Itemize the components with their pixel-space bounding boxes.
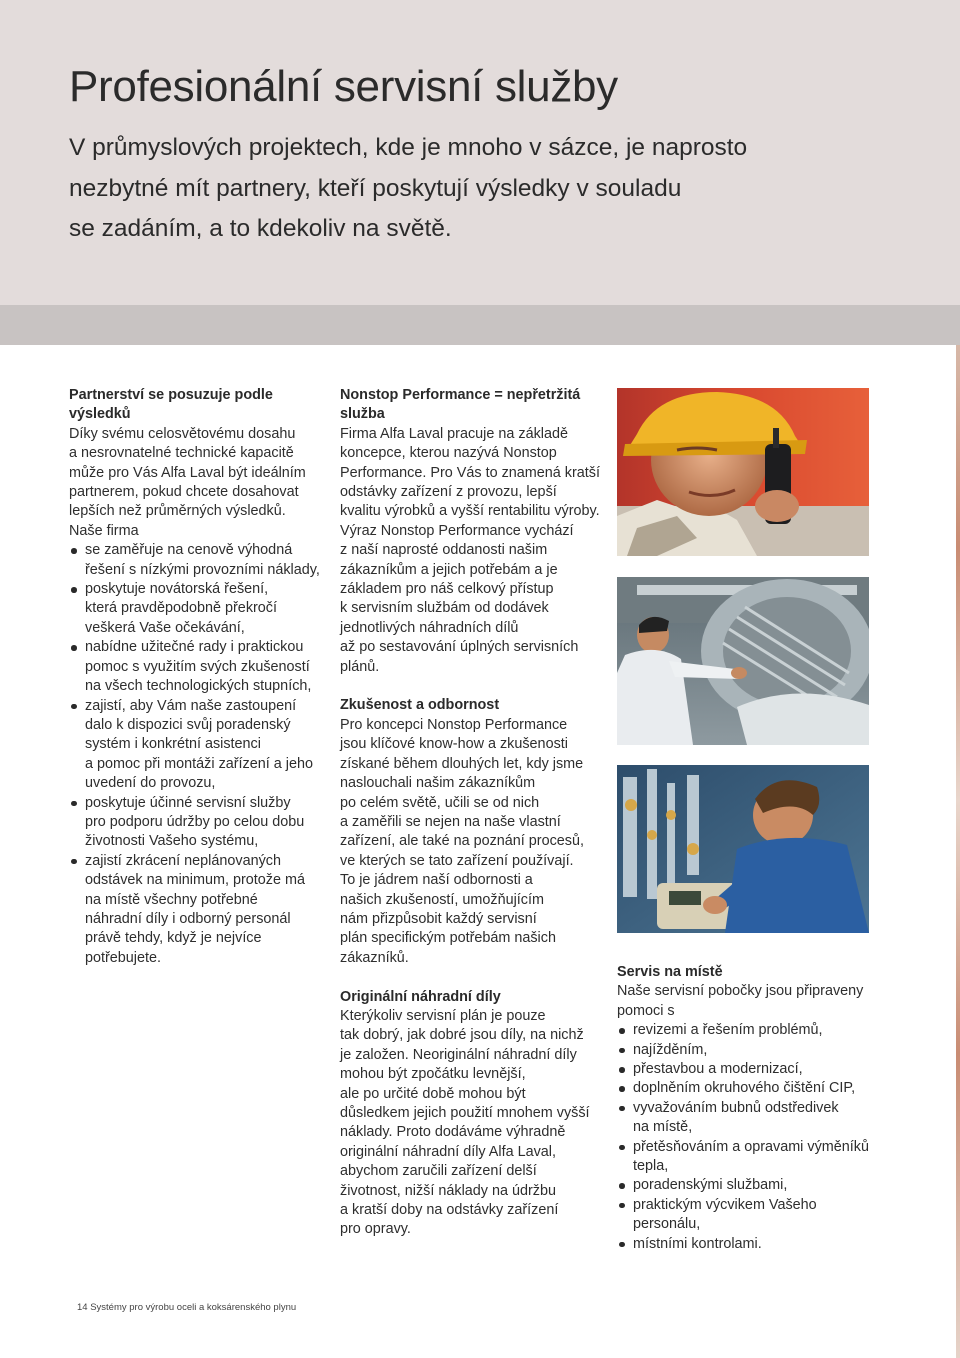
list-item-line: dalo k dispozici svůj poradenský [85,716,291,733]
body-line: a kratší doby na odstávky zařízení [340,1202,559,1219]
body-line: a zaměřili se nejen na naše vlastní [340,813,561,830]
section-heading-onsite: Servis na místě [617,964,723,980]
column-partnership [69,386,331,968]
body-line: odstávky zařízení z provozu, lepší [340,484,557,501]
list-item-line: poskytuje účinné servisní služby [85,794,291,811]
body-line: po celém světě, učili se od nich [340,794,540,811]
body-line: naslouchali našim zákazníkům [340,775,536,792]
list-item-line: potřebujete. [85,949,162,966]
body-line: partnerem, pokud chcete dosahovat [69,484,299,501]
list-item [69,541,331,580]
body-line: zařízení, ale také na poznání procesů, [340,833,584,850]
photo-technician-instruments [617,765,869,933]
section-heading-partnership [69,386,331,425]
body-line: Kterýkoliv servisní plán je pouze [340,1007,546,1024]
section-heading-experience [340,696,608,715]
body-line: tak dobrý, jak dobré jsou díly, na nichž [340,1027,584,1044]
body-line: abychom zaručili zařízení delší [340,1163,537,1180]
list-item [69,794,331,852]
list-item-line: místními kontrolami. [633,1235,762,1252]
list-item-line: nabídne užitečné rady i praktickou [85,639,304,656]
section-heading-nonstop [340,386,608,425]
page-edge-decoration [956,345,960,1358]
section-body-spare-parts [340,1007,608,1240]
list-item-line: veškerá Vaše očekávání, [85,619,245,636]
list-item-line: poradenskými službami, [633,1177,788,1194]
body-line: Výraz Nonstop Performance vychází [340,522,574,539]
list-item [617,1099,897,1138]
list-item-line: systém i konkrétní asistenci [85,736,261,753]
body-line: důsledkem jejich použití mnohem vyšší [340,1105,590,1121]
subtitle-line: V průmyslových projektech, kde je mnoho v sázce, je naprosto [69,134,748,161]
list-item-line: přetěsňováním a opravami výměníků [633,1138,869,1155]
list-item-line: revizemi a řešením problémů, [633,1022,823,1039]
body-line: a nesrovnatelné technické kapacitě [69,445,294,462]
list-item [69,638,331,696]
body-line: To je jádrem naší odbornosti a [340,872,533,889]
list-item-line: odstávek na minimum, protože má [85,872,305,889]
body-line: může pro Vás Alfa Laval být ideálním [69,464,306,481]
list-item-line: a pomoc při montáži zařízení a jeho [85,755,313,772]
body-line: je založen. Neoriginální náhradní díly [340,1046,577,1063]
list-item-line: praktickým výcvikem Vašeho [633,1196,817,1213]
list-item [69,697,331,794]
list-item-line: zajistí, aby Vám naše zastoupení [85,697,297,714]
list-item-line: zajistí zkrácení neplánovaných [85,852,281,869]
body-line: zákazníků. [340,949,409,966]
body-line: získané během dlouhých let, kdy jsme [340,755,584,772]
body-line: Pro koncepci Nonstop Performance [340,716,568,733]
body-line: až po sestavování úplných servisních [340,639,579,656]
heading-line: Zkušenost a odbornost [340,697,500,714]
page-title: Profesionální servisní služby [69,62,618,111]
body-line: k servisním službám od dodávek [340,600,549,617]
section-body-partnership [69,425,331,541]
body-line: ve kterých se tato zařízení používají. [340,852,574,869]
list-item-line: personálu, [633,1216,701,1233]
bullet-list-onsite [617,1021,897,1254]
body-line: Díky svému celosvětovému dosahu [69,425,296,442]
list-item-line: právě tehdy, když je nejvíce [85,930,262,947]
list-item-line: pomoc s využitím svých zkušeností [85,658,310,675]
body-line: pomoci s [617,1002,675,1019]
list-item-line: tepla, [633,1158,669,1175]
subtitle-line: se zadáním, a to kdekoliv na světě. [69,215,452,242]
header-strip [0,305,960,345]
subtitle-line: nezbytné mít partnery, kteří poskytují výsledky v souladu [69,174,682,202]
list-item-line: náhradní díly i odborný personál [85,910,291,927]
body-line: Performance. Pro Vás to znamená kratší [340,464,600,481]
section-body-nonstop [340,425,608,677]
list-item-line: na místě všechny potřebné [85,891,258,908]
heading-line: Partnerství se posuzuje podle [69,387,273,403]
body-line: plánů. [340,658,380,675]
heading-line: Nonstop Performance = nepřetržitá [340,387,581,403]
section-heading-spare-parts [340,988,608,1007]
section-body-onsite [617,982,897,1021]
list-item [617,1041,897,1060]
list-item [617,1176,897,1195]
body-line: ale po určité době mohou být [340,1085,526,1102]
body-line: životnost, nižší náklady na údržbu [340,1182,556,1199]
list-item-line: přestavbou a modernizací, [633,1061,803,1078]
list-item-line: pro podporu údržby po celou dobu [85,813,305,830]
body-line: koncepce, kterou nazývá Nonstop [340,445,557,462]
page-subtitle [69,128,849,250]
list-item-line: poskytuje novátorská řešení, [85,581,269,598]
list-item [617,1060,897,1079]
list-item-line: řešení s nízkými provozními náklady, [85,561,320,578]
list-item [617,1235,897,1254]
list-item-line: na všech technologických stupních, [85,678,312,695]
body-line: mohou být zpočátku levnější, [340,1066,526,1083]
list-item [617,1138,897,1177]
heading-line: výsledků [69,406,131,423]
photo-worker-with-radio [617,388,869,556]
body-line: zákazníkům a jejich potřebám a je [340,561,558,578]
body-line: kvalitu výrobků a vyšší rentabilitu výroby. [340,503,600,520]
list-item-line: uvedení do provozu, [85,775,216,792]
list-item [69,580,331,638]
list-item [617,1196,897,1235]
body-line: plán specifickým potřebám našich [340,930,556,947]
heading-line: služba [340,406,385,423]
body-line: jsou klíčové know-how a zkušenosti [340,736,568,753]
list-item-line: se zaměřuje na cenově výhodná [85,542,293,559]
body-line: Firma Alfa Laval pracuje na základě [340,425,568,442]
body-line: originální náhradní díly Alfa Laval, [340,1143,556,1160]
body-line: základem pro náš celkový přístup [340,581,554,598]
body-line: pro opravy. [340,1221,411,1238]
photo-technician-at-machine [617,577,869,745]
body-line: Naše servisní pobočky jsou připraveny [617,983,864,1000]
page-footer: 14 Systémy pro výrobu oceli a koksárenského plynu [77,1302,297,1313]
section-body-experience [340,716,608,968]
list-item [617,1079,897,1098]
heading-line: Originální náhradní díly [340,988,501,1005]
list-item-line: vyvažováním bubnů odstředivek [633,1099,839,1116]
list-item [617,1021,897,1040]
list-item-line: najížděním, [633,1041,708,1058]
column-services [340,386,608,1240]
list-item-line: životnosti Vašeho systému, [85,833,259,850]
list-item-line: doplněním okruhového čištění CIP, [633,1080,856,1097]
list-item-line: která pravděpodobně překročí [85,600,277,617]
bullet-list-partnership [69,541,331,968]
list-item [69,852,331,968]
body-line: lepších než průměrných výsledků. [69,503,286,520]
body-line: Naše firma [69,522,139,539]
body-line: našich zkušeností, umožňujícím [340,891,544,908]
body-line: nám přizpůsobit každý servisní [340,910,537,927]
body-line: z naší naprosté oddanosti našim [340,542,548,559]
list-item-line: na místě, [633,1119,693,1136]
column-onsite-service [617,963,897,1254]
body-line: jednotlivých náhradních dílů [340,619,519,636]
body-line: náklady. Proto dodáváme výhradně [340,1124,566,1141]
